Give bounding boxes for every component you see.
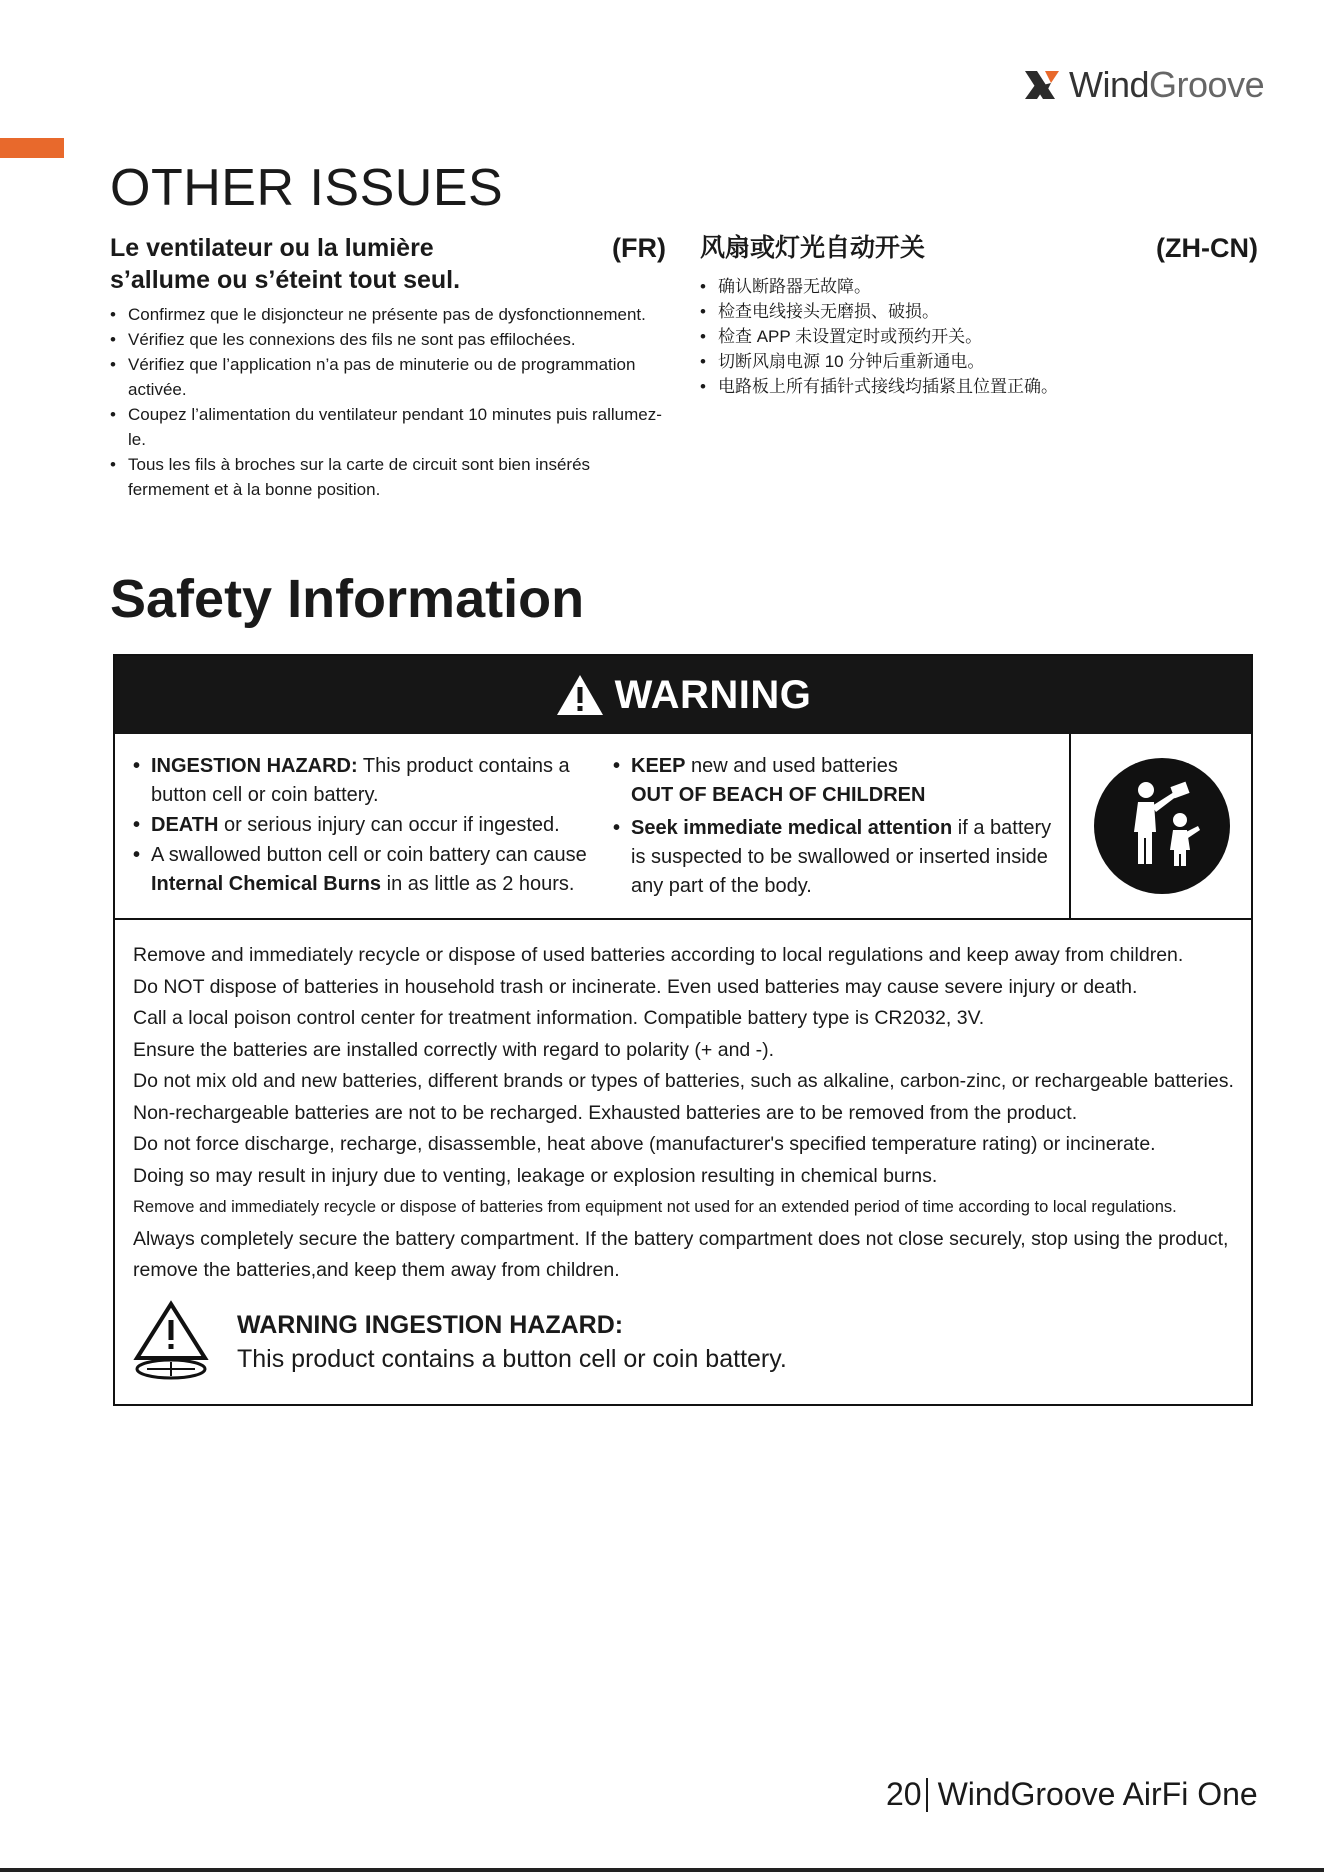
- warning-triangle-icon: [555, 673, 605, 717]
- list-item: • KEEP new and used batteries OUT OF BEACH OF CHILDREN: [613, 752, 1053, 810]
- rule-line: Do not mix old and new batteries, different brands or types of batteries, such as alkaline, carbon-zinc, or rechargeable batteries.: [133, 1070, 1234, 1092]
- list-item: • 电路板上所有插针式接线均插紧且位置正确。: [700, 374, 1258, 399]
- zh-list: [700, 274, 1258, 399]
- list-item: • 确认断路器无故障。: [700, 274, 1258, 299]
- list-item: • Confirmez que le disjoncteur ne présente pas de dysfonctionnement.: [110, 302, 666, 327]
- warning-label: WARNING: [614, 672, 812, 717]
- list-item: • INGESTION HAZARD: This product contains a button cell or coin battery.: [133, 752, 613, 810]
- rule-line: Do not force discharge, recharge, disassemble, heat above (manufacturer's specified temperature rating) or incinerate.: [133, 1133, 1156, 1155]
- rule-line: Remove and immediately recycle or dispose of used batteries according to local regulations and keep away from children.: [133, 944, 1184, 966]
- footer-divider: [926, 1778, 928, 1812]
- orange-section-tab: [0, 138, 64, 158]
- safety-title: Safety Information: [110, 569, 585, 629]
- fr-heading: Le ventilateur ou la lumière s’allume ou s’éteint tout seul.: [110, 234, 461, 294]
- list-item: • 切断风扇电源 10 分钟后重新通电。: [700, 349, 1258, 374]
- page-number: 20: [886, 1776, 922, 1812]
- other-issues-title: OTHER ISSUES: [110, 159, 504, 217]
- windgroove-logo-icon: [1021, 65, 1061, 105]
- hazard-text: This product contains a button cell or coin battery.: [237, 1345, 787, 1373]
- brand-name: WindGroove: [1069, 64, 1265, 105]
- zh-troubleshooting: [700, 232, 1258, 399]
- product-name: WindGroove AirFi One: [937, 1776, 1258, 1812]
- fr-troubleshooting: [110, 232, 666, 502]
- fr-heading-row: [110, 232, 666, 296]
- rule-line: remove the batteries,and keep them away from children.: [133, 1259, 620, 1281]
- fr-list: [110, 302, 666, 502]
- keep-away-from-children-icon-cell: [1069, 734, 1253, 918]
- ingestion-hazard-notice: [133, 1300, 787, 1380]
- battery-rules: [133, 940, 1243, 1287]
- coin-battery-warning-icon: [133, 1300, 209, 1380]
- rule-line: Ensure the batteries are installed correctly with regard to polarity (+ and -).: [133, 1038, 775, 1061]
- hazard-title: WARNING INGESTION HAZARD:: [237, 1311, 624, 1339]
- list-item: • Tous les fils à broches sur la carte de circuit sont bien insérés fermement et à la bonne position.: [110, 452, 666, 502]
- zh-heading-row: [700, 232, 1258, 264]
- list-item: • A swallowed button cell or coin battery can cause Internal Chemical Burns in as little as 2 hours.: [133, 841, 613, 899]
- list-item: • 检查电线接头无磨损、破损。: [700, 299, 1258, 324]
- rule-line: Call a local poison control center for treatment information. Compatible battery type is CR2032, 3V.: [133, 1007, 985, 1029]
- warning-col-b: [613, 752, 1053, 902]
- warning-grid: [115, 734, 1251, 920]
- warning-banner: [115, 656, 1251, 734]
- rule-line: Do NOT dispose of batteries in household trash or incinerate. Even used batteries may cause severe injury or death.: [133, 975, 1138, 998]
- list-item: • Vérifiez que les connexions des fils ne sont pas effilochées.: [110, 327, 666, 352]
- rule-line: Always completely secure the battery compartment. If the battery compartment does not close securely, stop using the product,: [133, 1227, 1229, 1250]
- page-footer: [886, 1776, 1258, 1813]
- fr-lang-tag: (FR): [612, 233, 666, 263]
- bottom-rule: [0, 1868, 1324, 1872]
- rule-line: Non-rechargeable batteries are not to be recharged. Exhausted batteries are to be removed from the product.: [133, 1101, 1078, 1124]
- list-item: • Coupez l’alimentation du ventilateur pendant 10 minutes puis rallumez-le.: [110, 402, 666, 452]
- brand-logo: [1021, 64, 1264, 106]
- zh-heading: 风扇或灯光自动开关: [700, 234, 926, 262]
- warning-col-a: [133, 752, 613, 900]
- list-item: • 检查 APP 未设置定时或预约开关。: [700, 324, 1258, 349]
- list-item: • Vérifiez que l’application n’a pas de minuterie ou de programmation activée.: [110, 352, 666, 402]
- rule-line: Remove and immediately recycle or dispose of batteries from equipment not used for an extended period of time according to local regulations.: [133, 1198, 1177, 1216]
- zh-lang-tag: (ZH-CN): [1156, 233, 1258, 263]
- keep-away-from-children-icon: [1094, 758, 1230, 894]
- list-item: • Seek immediate medical attention if a battery is suspected to be swallowed or inserted inside any part of the body.: [613, 814, 1053, 901]
- rule-line: Doing so may result in injury due to venting, leakage or explosion resulting in chemical burns.: [133, 1164, 938, 1187]
- list-item: • DEATH or serious injury can occur if ingested.: [133, 811, 613, 840]
- warning-box: [113, 654, 1253, 1406]
